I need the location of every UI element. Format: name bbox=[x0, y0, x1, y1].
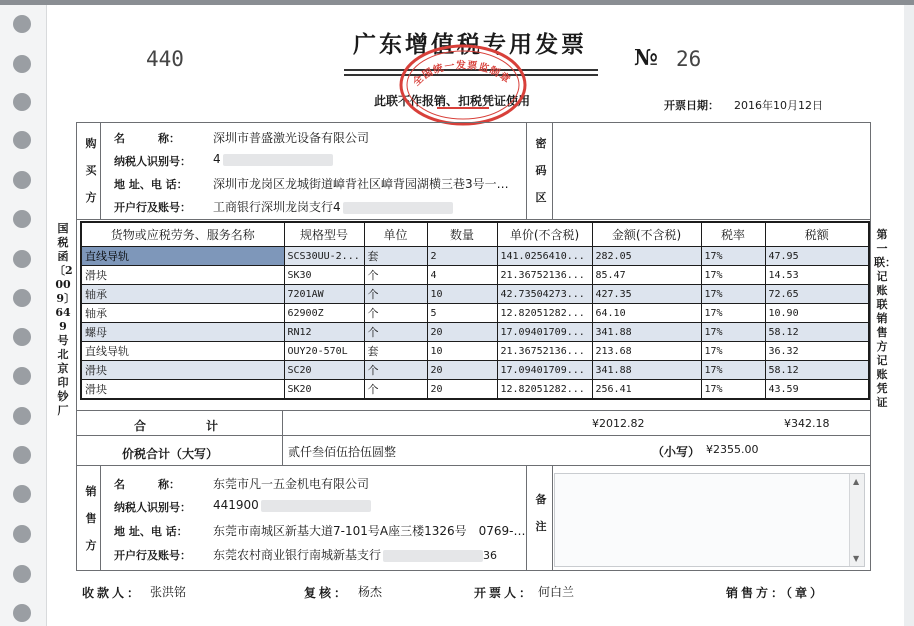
cell-tax[interactable]: 47.95 bbox=[765, 247, 869, 266]
seller-name-label: 名 称： bbox=[114, 478, 180, 491]
notes-divider-right bbox=[552, 465, 553, 571]
cell-qty[interactable]: 4 bbox=[427, 266, 497, 285]
issue-date-label: 开票日期： bbox=[664, 99, 719, 112]
cipher-divider-left bbox=[526, 122, 527, 219]
invoice-title: 广东增值税专用发票 bbox=[353, 31, 587, 58]
buyer-side-label: 购买方 bbox=[85, 137, 97, 204]
cell-name[interactable]: 滑块 bbox=[81, 361, 284, 380]
left-margin-text: 国税函〔2009〕649号北京印钞厂 bbox=[54, 222, 73, 417]
cell-price[interactable]: 141.0256410... bbox=[497, 247, 592, 266]
notes-label: 备注 bbox=[535, 493, 547, 533]
scroll-up-icon[interactable]: ▲ bbox=[853, 477, 860, 486]
capital-divider bbox=[282, 435, 283, 465]
col-header-amount[interactable]: 金额(不含税) bbox=[592, 222, 701, 247]
cell-amount[interactable]: 341.88 bbox=[592, 323, 701, 342]
payee-label: 收款人： bbox=[82, 586, 143, 600]
official-seal bbox=[397, 42, 529, 128]
buyer-bank-wrap bbox=[213, 198, 453, 215]
perforated-left-strip bbox=[0, 5, 47, 626]
section-divider bbox=[76, 219, 871, 220]
cell-rate[interactable]: 17% bbox=[701, 304, 765, 323]
cell-qty[interactable]: 2 bbox=[427, 247, 497, 266]
table-row[interactable] bbox=[81, 342, 869, 361]
cell-rate[interactable]: 17% bbox=[701, 361, 765, 380]
cell-amount[interactable]: 427.35 bbox=[592, 285, 701, 304]
tractor-hole bbox=[13, 407, 31, 425]
top-edge-band bbox=[0, 0, 914, 5]
tractor-hole bbox=[13, 93, 31, 111]
cell-name[interactable]: 直线导轨 bbox=[81, 247, 284, 266]
cell-name[interactable]: 轴承 bbox=[81, 304, 284, 323]
scroll-down-icon[interactable]: ▼ bbox=[853, 554, 860, 563]
col-header-rate[interactable]: 税率 bbox=[701, 222, 765, 247]
cell-unit[interactable]: 个 bbox=[364, 285, 427, 304]
seller-bank-label: 开户行及账号： bbox=[114, 549, 191, 562]
cell-tax[interactable]: 72.65 bbox=[765, 285, 869, 304]
table-row[interactable] bbox=[81, 266, 869, 285]
buyer-taxid: 4 bbox=[213, 152, 221, 166]
cell-unit[interactable]: 个 bbox=[364, 361, 427, 380]
cell-amount[interactable]: 282.05 bbox=[592, 247, 701, 266]
table-row[interactable] bbox=[81, 380, 869, 400]
cipher-label: 密码区 bbox=[535, 137, 547, 204]
payee: 张洪铭 bbox=[150, 585, 187, 599]
col-header-tax[interactable]: 税额 bbox=[765, 222, 869, 247]
buyer-side-divider bbox=[100, 122, 101, 219]
table-header-row bbox=[81, 222, 869, 247]
cell-rate[interactable]: 17% bbox=[701, 342, 765, 361]
cell-price[interactable]: 17.09401709... bbox=[497, 361, 592, 380]
small-total-label: （小写） bbox=[652, 445, 701, 459]
seller-address-label: 地 址、电 话： bbox=[114, 525, 188, 538]
cell-tax[interactable]: 58.12 bbox=[765, 361, 869, 380]
capital-label: 价税合计（大写） bbox=[122, 447, 219, 461]
reviewer: 杨杰 bbox=[358, 585, 383, 599]
cell-tax[interactable]: 58.12 bbox=[765, 323, 869, 342]
cell-rate[interactable]: 17% bbox=[701, 247, 765, 266]
tractor-hole bbox=[13, 250, 31, 268]
notes-divider-left bbox=[526, 465, 527, 571]
cell-spec[interactable]: OUY20-570L bbox=[284, 342, 364, 361]
seller-bank-tail: 36 bbox=[483, 549, 498, 562]
totals-divider bbox=[282, 410, 283, 435]
buyer-bank-label: 开户行及账号： bbox=[114, 201, 191, 214]
col-header-qty[interactable]: 数量 bbox=[427, 222, 497, 247]
redaction-blur bbox=[261, 500, 371, 512]
redaction-blur bbox=[223, 154, 333, 166]
table-row[interactable] bbox=[81, 247, 869, 266]
cell-price[interactable]: 21.36752136... bbox=[497, 342, 592, 361]
items-table bbox=[80, 221, 870, 400]
cell-unit[interactable]: 个 bbox=[364, 304, 427, 323]
seller-stamp-label: 销售方：（章） bbox=[726, 586, 826, 600]
capital-value: 贰仟叁佰伍拾伍圆整 bbox=[288, 445, 397, 459]
table-row[interactable] bbox=[81, 285, 869, 304]
cell-unit[interactable]: 个 bbox=[364, 323, 427, 342]
buyer-name-label: 名 称： bbox=[114, 132, 180, 145]
cell-unit[interactable]: 套 bbox=[364, 342, 427, 361]
total-amount: ¥2012.82 bbox=[592, 417, 645, 430]
small-total-value: ¥2355.00 bbox=[706, 443, 759, 456]
tractor-hole bbox=[13, 485, 31, 503]
col-header-name[interactable]: 货物或应税劳务、服务名称 bbox=[81, 222, 284, 247]
cell-spec[interactable]: SCS30UU-2... bbox=[284, 247, 364, 266]
tractor-hole bbox=[13, 55, 31, 73]
tractor-hole bbox=[13, 131, 31, 149]
issuer-label: 开票人： bbox=[474, 586, 535, 600]
seller-name: 东莞市凡一五金机电有限公司 bbox=[213, 477, 370, 491]
reviewer-label: 复核： bbox=[304, 586, 350, 600]
cipher-divider-right bbox=[552, 122, 553, 219]
table-row[interactable] bbox=[81, 323, 869, 342]
buyer-taxid-wrap bbox=[213, 152, 333, 166]
cell-price[interactable]: 12.82051282... bbox=[497, 304, 592, 323]
cell-amount[interactable]: 341.88 bbox=[592, 361, 701, 380]
tractor-hole bbox=[13, 15, 31, 33]
buyer-address-label: 地 址、电 话： bbox=[114, 178, 188, 191]
cell-name[interactable]: 滑块 bbox=[81, 380, 284, 400]
seller-taxid-wrap bbox=[213, 498, 371, 512]
cell-rate[interactable]: 17% bbox=[701, 380, 765, 400]
seal-text: 全国统一发票监制章 bbox=[411, 60, 513, 89]
col-header-price[interactable]: 单价(不含税) bbox=[497, 222, 592, 247]
buyer-taxid-label: 纳税人识别号： bbox=[114, 155, 191, 168]
tractor-hole bbox=[13, 446, 31, 464]
buyer-address: 深圳市龙岗区龙城街道嶂背社区嶂背园湖横三巷3号一… bbox=[213, 177, 509, 191]
tractor-hole bbox=[13, 210, 31, 228]
cell-rate[interactable]: 17% bbox=[701, 285, 765, 304]
cell-price[interactable]: 21.36752136... bbox=[497, 266, 592, 285]
totals-top-line bbox=[76, 410, 871, 411]
seller-bank: 东莞农村商业银行南城新基支行 bbox=[213, 548, 382, 562]
cell-qty[interactable]: 20 bbox=[427, 323, 497, 342]
cell-amount[interactable]: 64.10 bbox=[592, 304, 701, 323]
buyer-bank: 工商银行深圳龙岗支行4 bbox=[213, 200, 341, 214]
table-row[interactable] bbox=[81, 361, 869, 380]
cell-qty[interactable]: 10 bbox=[427, 342, 497, 361]
tractor-hole bbox=[13, 525, 31, 543]
cell-spec[interactable]: SK30 bbox=[284, 266, 364, 285]
cell-amount[interactable]: 213.68 bbox=[592, 342, 701, 361]
notes-textarea[interactable] bbox=[554, 473, 865, 567]
seller-top-line bbox=[76, 465, 871, 466]
issue-date: 2016年10月12日 bbox=[734, 99, 823, 112]
cell-unit[interactable]: 套 bbox=[364, 247, 427, 266]
right-margin-text: 第一联：记账联 销售方记账凭证 bbox=[874, 228, 899, 409]
right-edge-strip bbox=[904, 5, 914, 626]
redaction-blur bbox=[343, 202, 453, 214]
copy-note: 此联不作报销、扣税凭证使用 bbox=[374, 94, 531, 108]
tractor-hole bbox=[13, 565, 31, 583]
cell-unit[interactable]: 个 bbox=[364, 380, 427, 400]
cell-qty[interactable]: 10 bbox=[427, 285, 497, 304]
seller-side-label: 销售方 bbox=[85, 485, 97, 552]
cell-name[interactable]: 轴承 bbox=[81, 285, 284, 304]
cell-spec[interactable]: 62900Z bbox=[284, 304, 364, 323]
capital-top-line bbox=[76, 435, 871, 436]
cell-tax[interactable]: 43.59 bbox=[765, 380, 869, 400]
tractor-hole bbox=[13, 289, 31, 307]
seller-bank-wrap bbox=[213, 546, 497, 563]
cell-spec[interactable]: RN12 bbox=[284, 323, 364, 342]
cell-tax[interactable]: 10.90 bbox=[765, 304, 869, 323]
tractor-hole bbox=[13, 171, 31, 189]
invoice-code: 440 bbox=[146, 47, 184, 71]
tractor-hole bbox=[13, 367, 31, 385]
cell-amount[interactable]: 256.41 bbox=[592, 380, 701, 400]
seller-taxid-label: 纳税人识别号： bbox=[114, 501, 191, 514]
invoice-number: 26 bbox=[676, 47, 702, 71]
col-header-unit[interactable]: 单位 bbox=[364, 222, 427, 247]
total-tax: ¥342.18 bbox=[784, 417, 830, 430]
cell-qty[interactable]: 5 bbox=[427, 304, 497, 323]
cell-qty[interactable]: 20 bbox=[427, 361, 497, 380]
cell-name[interactable]: 滑块 bbox=[81, 266, 284, 285]
cell-unit[interactable]: 个 bbox=[364, 266, 427, 285]
cell-rate[interactable]: 17% bbox=[701, 323, 765, 342]
table-row[interactable] bbox=[81, 304, 869, 323]
seller-side-divider bbox=[100, 465, 101, 571]
seller-address: 东莞市南城区新基大道7-101号A座三楼1326号 0769-… bbox=[213, 524, 526, 538]
cell-price[interactable]: 42.73504273... bbox=[497, 285, 592, 304]
cell-qty[interactable]: 20 bbox=[427, 380, 497, 400]
tractor-hole bbox=[13, 604, 31, 622]
cell-tax[interactable]: 36.32 bbox=[765, 342, 869, 361]
notes-scrollbar[interactable] bbox=[849, 474, 864, 566]
issuer: 何白兰 bbox=[538, 585, 575, 599]
cell-rate[interactable]: 17% bbox=[701, 266, 765, 285]
cell-spec[interactable]: SK20 bbox=[284, 380, 364, 400]
cell-name[interactable]: 直线导轨 bbox=[81, 342, 284, 361]
seller-taxid: 441900 bbox=[213, 498, 259, 512]
cell-spec[interactable]: SC20 bbox=[284, 361, 364, 380]
cell-name[interactable]: 螺母 bbox=[81, 323, 284, 342]
buyer-name: 深圳市普盛激光设备有限公司 bbox=[213, 131, 370, 145]
redaction-blur bbox=[383, 550, 483, 562]
tractor-hole bbox=[13, 328, 31, 346]
total-label: 合计 bbox=[134, 419, 279, 433]
cell-price[interactable]: 12.82051282... bbox=[497, 380, 592, 400]
cell-amount[interactable]: 85.47 bbox=[592, 266, 701, 285]
cell-spec[interactable]: 7201AW bbox=[284, 285, 364, 304]
cell-price[interactable]: 17.09401709... bbox=[497, 323, 592, 342]
col-header-spec[interactable]: 规格型号 bbox=[284, 222, 364, 247]
cell-tax[interactable]: 14.53 bbox=[765, 266, 869, 285]
number-symbol: № bbox=[634, 45, 658, 71]
